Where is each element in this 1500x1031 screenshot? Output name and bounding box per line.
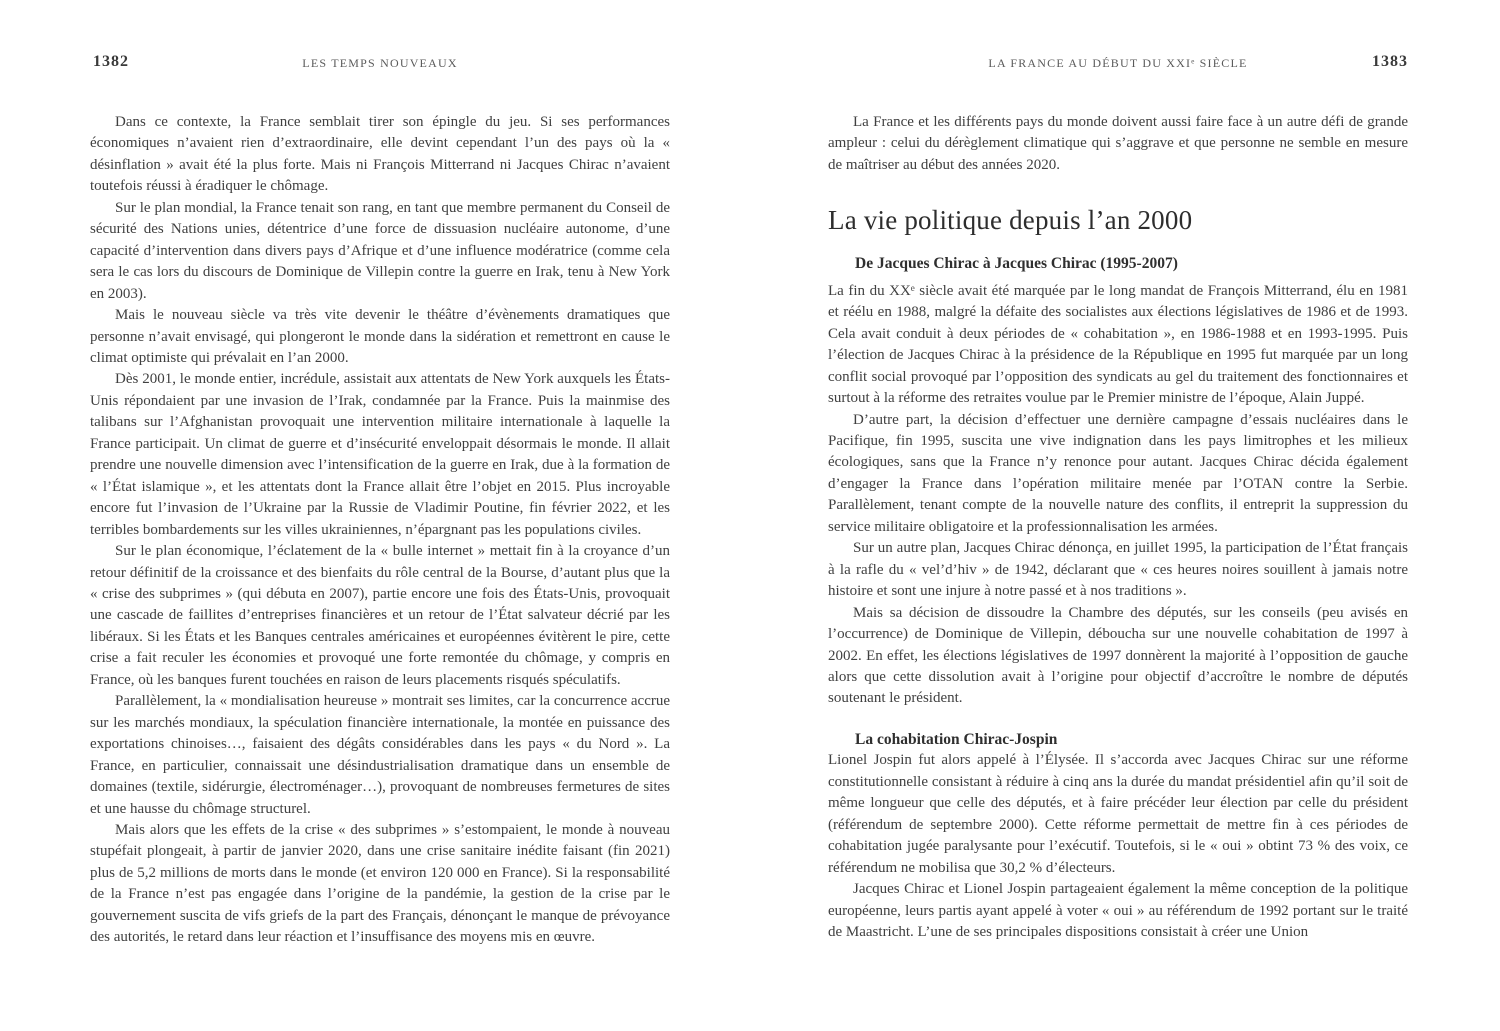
body-paragraph: D’autre part, la décision d’effectuer une dernière campagne d’essais nucléaires dans le Pacifique, fin 1995, suscita une vive indignation dans les pays limitrophes et les milieux écologiques, sans que la France n’y renonce pour autant. Jacques Chirac décida également d’engager la France dans l’opération militaire menée par l’OTAN contre la Serbie. Parallèlement, tenant compte de la nouvelle nature des conflits, il entreprit la suppression du service militaire obligatoire et la professionnalisation les armées. [828,411,1408,535]
page-right [828,0,1408,943]
page-number-right: 1383 [1372,53,1408,70]
page-header-right [828,55,1408,71]
running-head-right: LA FRANCE AU DÉBUT DU XXIᵉ SIÈCLE [988,56,1248,70]
section-heading: La vie politique depuis l’an 2000 [828,205,1193,236]
page-body-left [90,71,670,949]
page-left [90,0,670,949]
page-body-right [828,71,1408,943]
running-head-left: LES TEMPS NOUVEAUX [302,56,458,70]
body-paragraph: Sur le plan économique, l’éclatement de la « bulle internet » mettait fin à la croyance d’un retour définitif de la croissance et des bienfaits du rôle central de la Bourse, d’autant plus que la « crise des subprimes » (qui débuta en 2007), partie encore une fois des États-Unis, provoquait une cascade de faillites d’entreprises financières et un retour de l’État salvateur décrié par les libéraux. Si les États et les Banques centrales américaines et européennes évitèrent le pire, cette crise a fait reculer les économies et provoqué une forte remontée du chômage, y compris en France, où les banques furent touchées en raison de leurs placements risqués spéculatifs. [90,543,670,688]
body-paragraph: La fin du XXᵉ siècle avait été marquée par le long mandat de François Mitterrand, élu en 1981 et réélu en 1988, malgré la défaite des socialistes aux élections législatives de 1986 et de 1993. Cela avait conduit à deux périodes de « cohabitation », en 1986-1988 et en 1993-1995. Puis l’élection de Jacques Chirac à la présidence de la République en 1995 fut marquée par un long conflit social provoqué par l’opposition des syndicats au gel du traitement des fonctionnaires et surtout à la réforme des retraites voulue par le Premier ministre de l’époque, Alain Juppé. [828,282,1408,407]
body-paragraph: Mais sa décision de dissoudre la Chambre des députés, sur les conseils (peu avisés en l’occurrence) de Dominique de Villepin, déboucha sur une nouvelle cohabitation de 1997 à 2002. En effet, les élections législatives de 1997 donnèrent la majorité à l’opposition de gauche alors que cette dissolution avait à l’origine pour objectif d’accroître le nombre de députés soutenant le président. [828,604,1408,707]
body-paragraph: Dès 2001, le monde entier, incrédule, assistait aux attentats de New York auxquels les États-Unis répondaient par une invasion de l’Irak, condamnée par la France. Puis la mainmise des talibans sur l’Afghanistan provoquait une intervention militaire internationale à laquelle la France participait. Un climat de guerre et d’insécurité enveloppait désormais le monde. Il allait prendre une nouvelle dimension avec l’intensification de la guerre en Irak, due à la formation de « l’État islamique », et les attentats dont la France allait être l’objet en 2015. Plus incroyable encore fut l’invasion de l’Ukraine par la Russie de Vladimir Poutine, fin février 2022, et les terribles bombardements sur les villes ukrainiennes, n’épargnant pas les populations civiles. [90,371,670,538]
body-paragraph: Dans ce contexte, la France semblait tirer son épingle du jeu. Si ses performances économiques n’avaient rien d’extraordinaire, elle devint cependant l’un des pays où la « désinflation » avait été la plus forte. Mais ni François Mitterrand ni Jacques Chirac n’avaient toutefois réussi à éradiquer le chômage. [90,114,670,195]
body-paragraph: Mais le nouveau siècle va très vite devenir le théâtre d’évènements dramatiques que personne n’avait envisagé, qui plongeront le monde dans la sidération et remettront en cause le climat optimiste qui prévalait en l’an 2000. [90,307,670,366]
subsection-heading-cohabitation: La cohabitation Chirac-Jospin [855,730,1058,748]
body-paragraph: La France et les différents pays du monde doivent aussi faire face à un autre défi de grande ampleur : celui du dérèglement climatique qui s’aggrave et que personne ne semble en mesure de maîtriser au début des années 2020. [828,114,1408,173]
body-paragraph: Sur un autre plan, Jacques Chirac dénonça, en juillet 1995, la participation de l’État français à la rafle du « vel’d’hiv » de 1942, déclarant que « ces heures noires souillent à jamais notre histoire et sont une injure à notre passé et à nos traditions ». [828,540,1408,600]
body-paragraph: Jacques Chirac et Lionel Jospin partageaient également la même conception de la politique européenne, leurs partis ayant appelé à voter « oui » au référendum de 1992 portant sur le traité de Maastricht. L’une de ses principales dispositions consistait à créer une Union [828,881,1408,940]
page-number-left: 1382 [93,53,129,70]
body-paragraph: Mais alors que les effets de la crise « des subprimes » s’estompaient, le monde à nouveau stupéfait plongeait, à partir de janvier 2020, dans une crise sanitaire inédite faisant (fin 2021) plus de 5,2 millions de morts dans le monde (et environ 120 000 en France). Si la responsabilité de la France n’est pas engagée dans l’origine de la pandémie, la gestion de la crise par le gouvernement suscita de vifs griefs de la part des Français, dénonçant le manque de prévoyance des autorités, le retard dans leur réaction et l’insuffisance des moyens mis en œuvre. [90,821,670,946]
body-paragraph: Sur le plan mondial, la France tenait son rang, en tant que membre permanent du Conseil de sécurité des Nations unies, détentrice d’une force de dissuasion nucléaire autonome, d’une capacité d’intervention dans divers pays d’Afrique et d’une influence modératrice (comme cela sera le cas lors du discours de Dominique de Villepin contre la guerre en Irak, tenu à New York en 2003). [90,199,670,302]
body-paragraph: Lionel Jospin fut alors appelé à l’Élysée. Il s’accorda avec Jacques Chirac sur une réforme constitutionnelle consistant à réduire à cinq ans la durée du mandat présidentiel afin qu’il soit de même longueur que celle des députés, et à faire précéder leur élection par celle du président (référendum de septembre 2000). Cette réforme permettait de mettre fin à ces périodes de cohabitation jugée paralysante pour l’exécutif. Toutefois, si le « oui » obtint 73 % des voix, ce référendum ne mobilisa que 30,2 % d’électeurs. [828,752,1408,876]
page-header-left [90,55,670,71]
body-paragraph: Parallèlement, la « mondialisation heureuse » montrait ses limites, car la concurrence accrue sur les marchés mondiaux, la spéculation financière internationale, la montée en puissance des exportations chinoises…, faisaient des dégâts considérables dans les pays « du Nord ». La France, en particulier, connaissait une désindustrialisation dramatique dans un ensemble de domaines (textile, sidérurgie, électroménager…), provoquant de nombreuses fermetures de sites et une hausse du chômage structurel. [90,693,670,817]
subsection-heading-chirac: De Jacques Chirac à Jacques Chirac (1995-2007) [855,255,1178,273]
